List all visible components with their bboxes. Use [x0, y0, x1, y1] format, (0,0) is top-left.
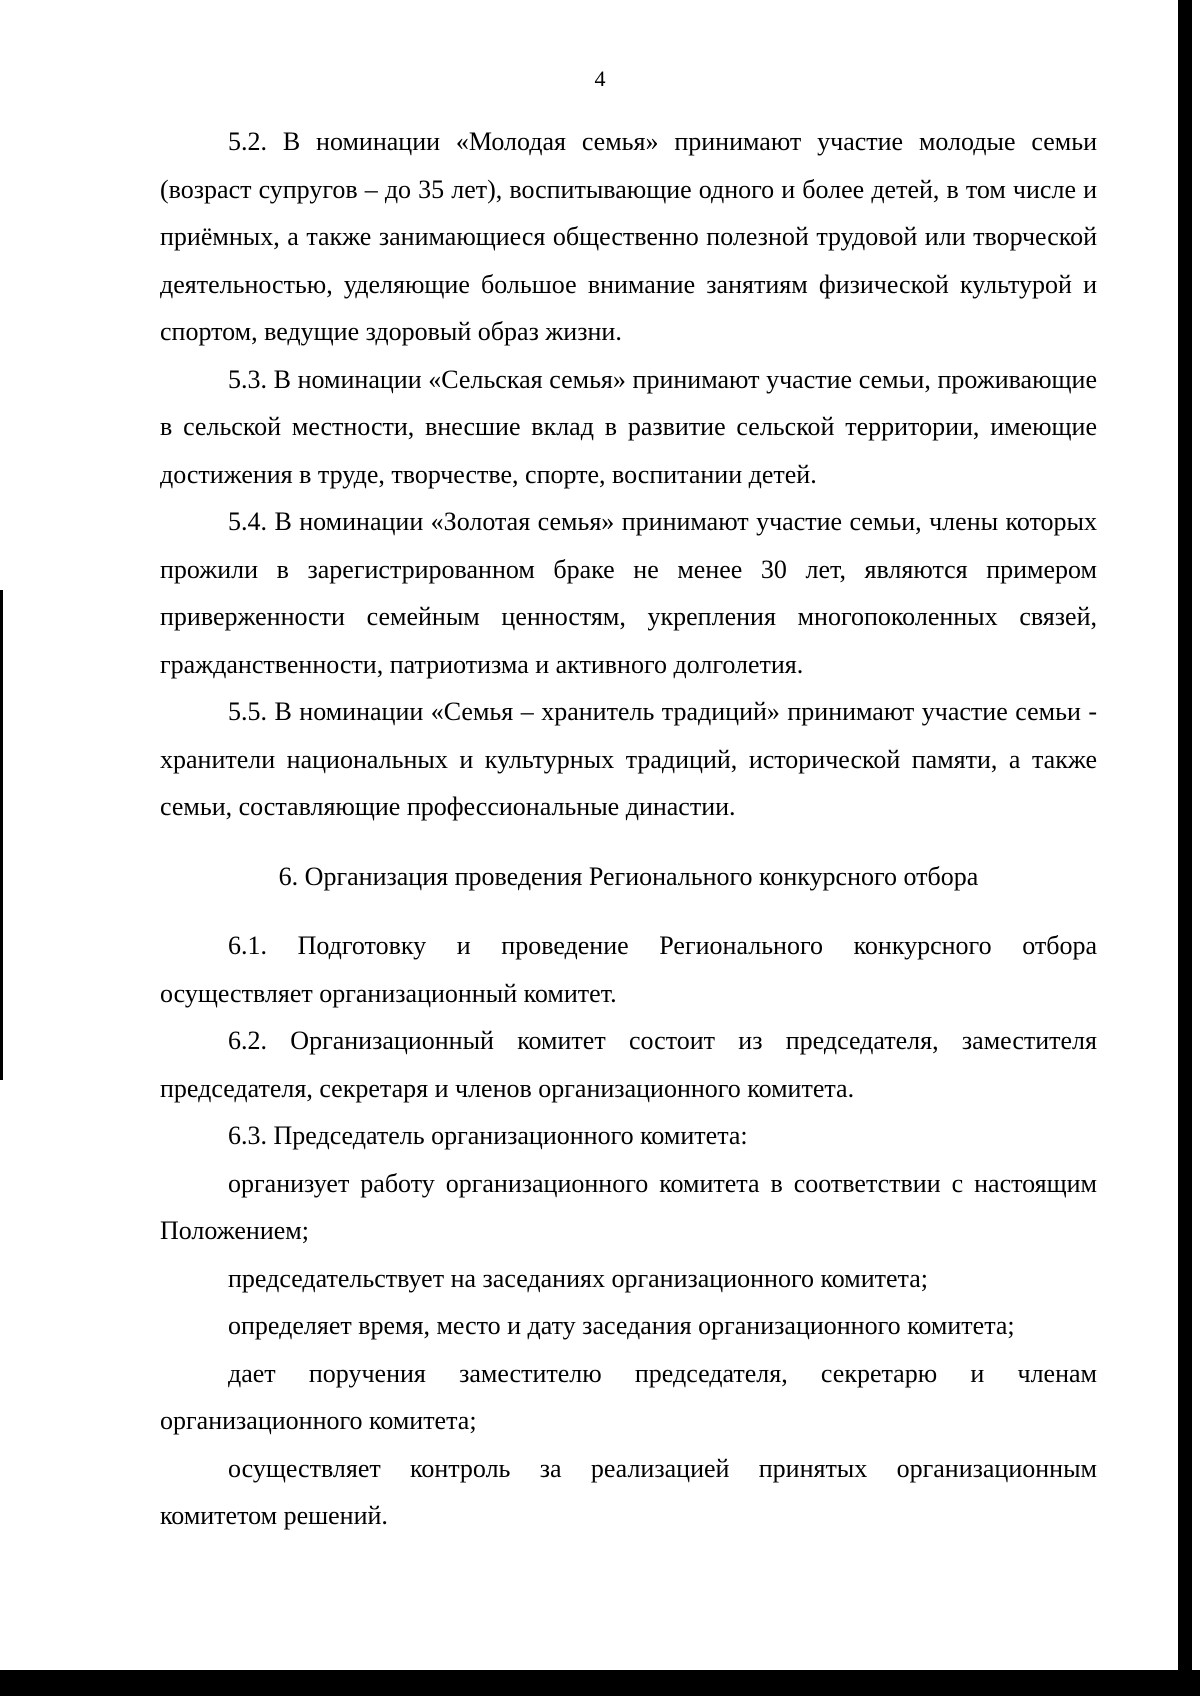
- duty-organize: организует работу организационного комитета в соответствии с настоящим Положением;: [160, 1168, 1097, 1245]
- duty-schedule: определяет время, место и дату заседания организационного комитета;: [228, 1311, 1015, 1340]
- paragraph-5-3: 5.3. В номинации «Сельская семья» принимают участие семьи, проживающие в сельской местности, внесшие вклад в развитие сельской территории, имеющие достижения в труде, творчестве, спорте, воспитании детей.: [160, 364, 1097, 489]
- paragraph-6-1: 6.1. Подготовку и проведение Регионального конкурсного отбора осуществляет организационный комитет.: [160, 931, 1097, 1008]
- duty-control: осуществляет контроль за реализацией принятых организационным комитетом решений.: [160, 1453, 1097, 1530]
- duty-chair: председательствует на заседаниях организационного комитета;: [228, 1263, 928, 1293]
- section-6-heading: 6. Организация проведения Регионального конкурсного отбора: [278, 861, 979, 891]
- paragraph-5-5: 5.5. В номинации «Семья – хранитель традиций» принимают участие семьи - хранители национальных и культурных традиций, исторической памяти, а также семьи, составляющие профессиональные династии.: [160, 697, 1097, 821]
- duty-assign: дает поручения заместителю председателя, секретарю и членам организационного комитета;: [160, 1358, 1097, 1435]
- paragraph-5-2: 5.2. В номинации «Молодая семья» принимают участие молодые семьи (возраст супругов – до 35 лет), воспитывающие одного и более детей, в том числе и приёмных, а также занимающиеся общественно полезной трудовой или творческой деятельностью, уделяющие большое внимание занятиям физической культурой и спортом, ведущие здоровый образ жизни.: [160, 127, 1097, 346]
- scan-edge-mark: [0, 590, 3, 1080]
- document-body: [160, 118, 1097, 1540]
- scan-border-right: [1178, 0, 1192, 1696]
- paragraph-5-4: 5.4. В номинации «Золотая семья» принимают участие семьи, члены которых прожили в зарегистрированном браке не менее 30 лет, являются примером приверженности семейным ценностям, укрепления многопоколенных связей, гражданственности, патриотизма и активного долголетия.: [160, 507, 1097, 679]
- page-number: 4: [594, 66, 606, 91]
- paragraph-6-2: 6.2. Организационный комитет состоит из председателя, заместителя председателя, секретаря и членов организационного комитета.: [160, 1026, 1097, 1103]
- scan-border-bottom: [0, 1670, 1200, 1696]
- paragraph-6-3: 6.3. Председатель организационного комитета:: [228, 1121, 748, 1150]
